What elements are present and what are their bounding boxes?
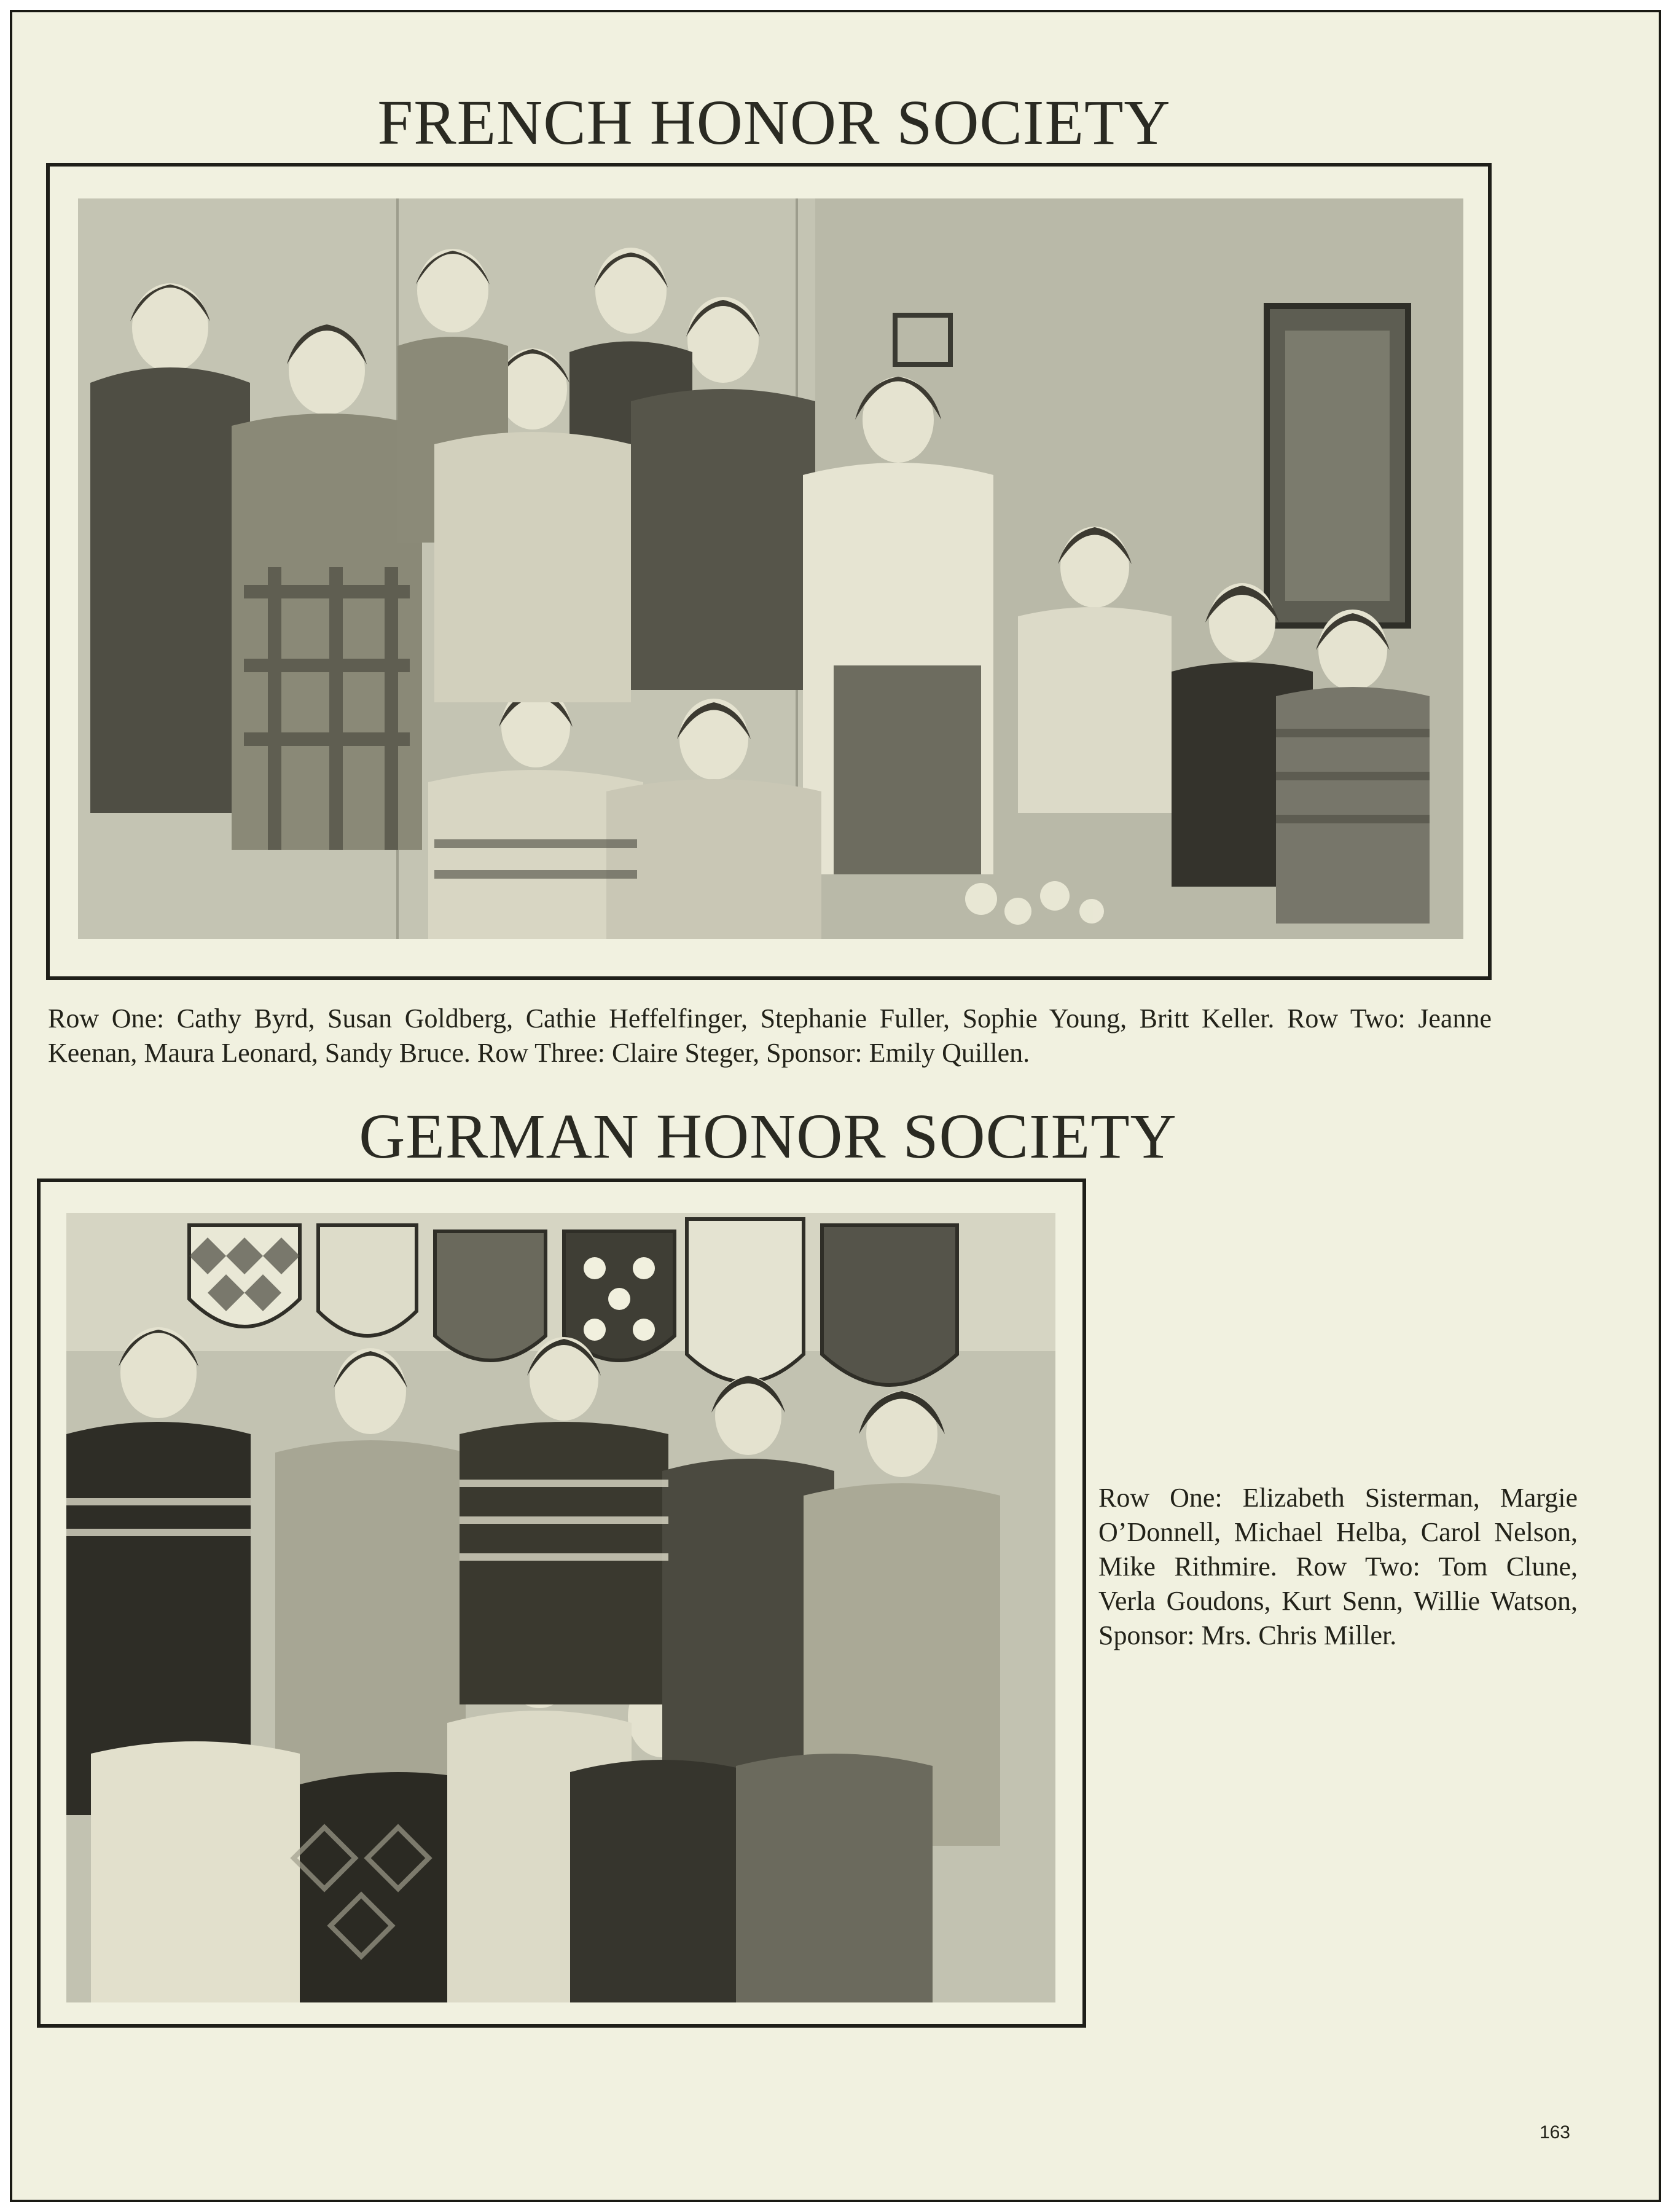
yearbook-page [10, 10, 1661, 2202]
french-group-photo [78, 198, 1463, 939]
french-photo-illustration [78, 198, 1463, 939]
german-photo-illustration [66, 1213, 1055, 2002]
german-photo-caption: Row One: Elizabeth Sisterman, Margie O’Donnell, Michael Helba, Carol Nelson, Mike Rithmire. Row Two: Tom Clune, Verla Goudons, Kurt Senn, Willie Watson, Sponsor: Mrs. Chris Miller. [1098, 1483, 1578, 1650]
german-honor-society-title: GERMAN HONOR SOCIETY [359, 1101, 1177, 1172]
german-group-photo-frame [37, 1179, 1086, 2028]
french-honor-society-title: FRENCH HONOR SOCIETY [377, 87, 1171, 158]
french-group-photo-frame [46, 163, 1492, 980]
french-photo-caption: Row One: Cathy Byrd, Susan Goldberg, Cathie Heffelfinger, Stephanie Fuller, Sophie Young, Britt Keller. Row Two: Jeanne Keenan, Maura Leonard, Sandy Bruce. Row Three: Claire Steger, Sponsor: Emily Quillen. [48, 1003, 1492, 1068]
page-number: 163 [1539, 2122, 1570, 2143]
german-group-photo [66, 1213, 1055, 2002]
